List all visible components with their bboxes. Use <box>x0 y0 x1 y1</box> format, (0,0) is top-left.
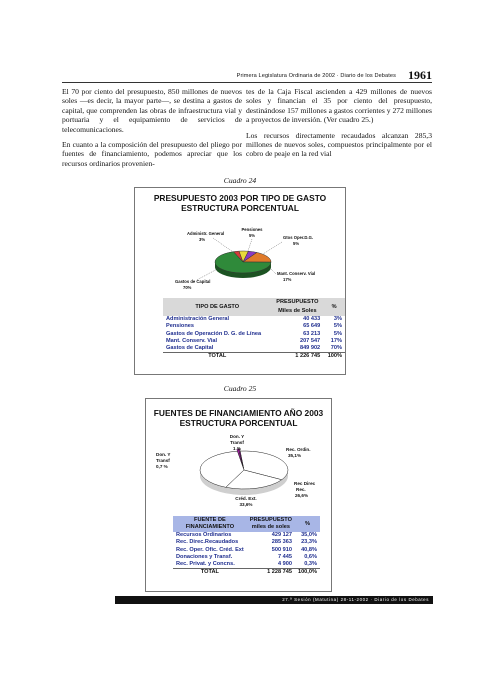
pie-label: Gastos de Capital <box>175 279 211 284</box>
table-total-row <box>173 569 320 577</box>
cell-value: 500 910 <box>271 546 292 553</box>
cell-pct: 35,0% <box>301 532 317 538</box>
cell-pct: 17% <box>330 337 342 344</box>
cell-label: Rec. Privat. y Concns. <box>176 561 235 568</box>
cuadro-25-figure <box>145 398 332 592</box>
col-header-presupuesto: PRESUPUESTO <box>276 299 319 305</box>
pie-label: Pensiones <box>241 227 263 232</box>
pie-label: 33,6% <box>239 502 253 507</box>
cuadro-24-caption: Cuadro 24 <box>223 176 257 185</box>
table-row <box>163 345 345 353</box>
table-row <box>163 323 345 330</box>
pie-label: Transf <box>230 440 244 445</box>
pie-label: Mant. Conserv. Vial <box>277 271 316 276</box>
cell-label: Pensiones <box>166 323 194 330</box>
pie-label: 35,1% <box>288 453 302 458</box>
leader-line <box>248 239 252 251</box>
cell-value: 7 445 <box>277 553 292 560</box>
table-row <box>163 316 345 323</box>
header-rule <box>62 82 432 83</box>
cell-pct: 23,3% <box>301 539 317 546</box>
cell-label: Rec. Oper. Ofic. Créd. Ext <box>176 546 244 553</box>
cell-label: Administración General <box>166 316 230 322</box>
pie-label: 0,7 % <box>156 464 168 469</box>
pie-label: Gtos Oper.D.G. <box>283 235 314 240</box>
table-total-row <box>163 353 345 361</box>
col-header-presupuesto-line: PRESUPUESTO <box>249 517 292 523</box>
cell-label: Recursos Ordinarios <box>176 532 232 538</box>
table-row <box>163 338 345 345</box>
cell-pct: 0,3% <box>304 561 317 568</box>
pie-label: Rec. Ordin. <box>286 447 311 452</box>
table-row <box>173 547 320 554</box>
col-header-fuente-line: FINANCIAMIENTO <box>185 524 235 530</box>
cell-value: 40 433 <box>303 316 321 322</box>
cell-value: 4 900 <box>277 561 292 568</box>
pie-label: Créd. Ext. <box>235 496 257 501</box>
table-row <box>173 532 320 539</box>
table-header-row <box>163 298 345 307</box>
pie-label: 17% <box>283 277 292 282</box>
pie-label: 70% <box>183 285 192 290</box>
cell-label: Gastos de Capital <box>166 345 214 352</box>
page-header <box>62 70 432 84</box>
pie-label: Rec. <box>296 487 306 492</box>
text-column-left <box>62 87 242 174</box>
cell-value: 63 213 <box>303 330 321 337</box>
cell-value: 429 127 <box>271 532 292 538</box>
page-number: 1961 <box>408 68 432 82</box>
pie-label: Rec Direc <box>294 481 316 486</box>
table-row <box>163 331 345 338</box>
paragraph: En cuanto a la composición del presupuesto del pliego por fuentes de financiamiento, podemos apreciar que los recursos ordinarios provenien- <box>62 140 242 168</box>
col-header-fuente-line: FUENTE DE <box>194 517 226 523</box>
cell-label: Gastos de Operación D. G. de Línea <box>166 330 262 337</box>
total-label: TOTAL <box>173 569 247 577</box>
total-label: TOTAL <box>163 353 272 361</box>
pie-label: 5% <box>248 233 256 238</box>
table-body <box>163 316 345 361</box>
pie-label: 3% <box>199 237 206 242</box>
paragraph: El 70 por ciento del presupuesto, 850 millones de nuevos soles —es decir, la mayor parte—, se destina a gastos de capital, que comprenden las obras de infraestructura vial y portuaria y el equipamiento de servicios de telecomunicaciones. <box>62 87 242 134</box>
table-body <box>173 532 320 577</box>
paragraph: tes de la Caja Fiscal ascienden a 429 millones de nuevos soles y financian el 35 por ciento del presupuesto, destinándose 157 millones a gastos corrientes y 272 millones a proyectos de inversión. (Ver cuadro 25.) <box>246 87 432 125</box>
cell-pct: 70% <box>330 345 342 352</box>
text-column-right <box>246 87 432 165</box>
total-pct: 100,0% <box>295 569 320 577</box>
total-pct: 100% <box>323 353 345 361</box>
cell-pct: 40,8% <box>301 546 317 553</box>
pie-label: Don. Y <box>229 434 245 439</box>
pie-label: 1 % <box>233 446 241 451</box>
table-row <box>173 554 320 561</box>
cuadro-25-table <box>173 516 320 577</box>
pie-label: Don. Y <box>156 452 171 457</box>
leader-line <box>213 238 233 252</box>
pie-label: Transf <box>156 458 170 463</box>
cell-pct: 5% <box>333 323 342 330</box>
pie-label: 5% <box>293 241 300 246</box>
page-footer: 27.ª Sesión (Matutina) 28-11-2002 · Diario de los Debates <box>115 596 433 604</box>
cell-label: Mant. Conserv. Vial <box>166 337 218 344</box>
col-header-pct: % <box>331 303 337 310</box>
col-header-tipo: TIPO DE GASTO <box>195 303 240 310</box>
total-value: 1 228 745 <box>247 569 295 577</box>
table-header-row <box>173 516 320 532</box>
title-line: PRESUPUESTO 2003 POR TIPO DE GASTO <box>153 193 327 203</box>
running-title: Primera Legislatura Ordinaria de 2002 · Diario de los Debates <box>236 73 396 79</box>
leader-line <box>263 242 282 254</box>
cell-pct: 5% <box>333 330 342 337</box>
leader-line <box>269 267 276 274</box>
col-header-fuente <box>173 516 247 532</box>
table-row <box>173 561 320 569</box>
title-line: ESTRUCTURA PORCENTUAL <box>181 203 299 213</box>
cell-pct: 0,6% <box>304 553 317 560</box>
cuadro-25-caption: Cuadro 25 <box>223 384 257 393</box>
col-header-presupuesto <box>247 516 295 532</box>
cell-value: 849 902 <box>299 345 321 352</box>
cell-pct: 3% <box>333 316 342 322</box>
pie-label: 26,6% <box>295 493 309 498</box>
cell-label: Rec. Direc.Recaudados <box>176 539 239 546</box>
cuadro-24-table <box>163 298 345 361</box>
title-line: ESTRUCTURA PORCENTUAL <box>179 418 298 428</box>
pie-label: Administr. General <box>187 231 225 236</box>
total-value: 1 226 745 <box>272 353 324 361</box>
table-row <box>173 539 320 546</box>
cuadro-24-figure <box>134 187 346 375</box>
col-header-pct: % <box>304 520 310 527</box>
title-line: FUENTES DE FINANCIAMIENTO AÑO 2003 <box>153 408 324 418</box>
col-header-unidad-line: miles de soles <box>251 524 290 530</box>
cell-value: 207 547 <box>299 337 321 344</box>
cell-value: 65 649 <box>303 323 321 330</box>
cell-value: 285 363 <box>271 539 292 546</box>
col-header-unidad: Miles de Soles <box>278 308 317 314</box>
paragraph: Los recursos directamente recaudados alcanzan 285,3 millones de nuevos soles, compuestos principalmente por el cobro de peaje en la red vial <box>246 130 432 159</box>
cell-label: Donaciones y Transf. <box>176 553 233 560</box>
